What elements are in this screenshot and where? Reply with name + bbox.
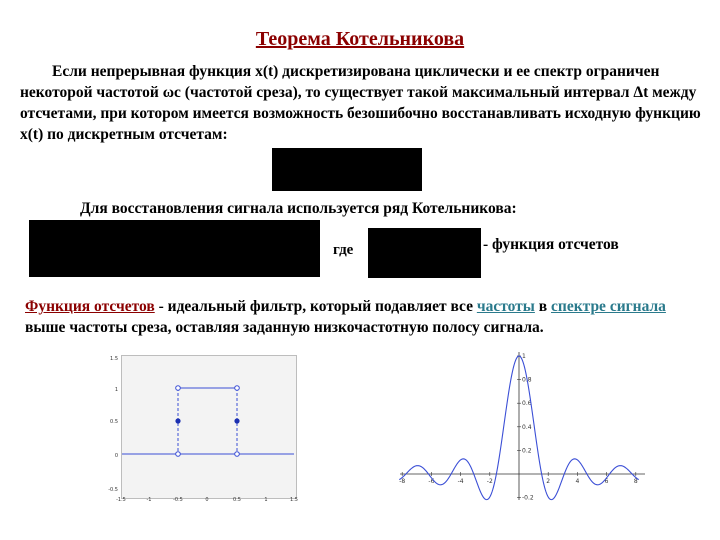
right-xtick: -2	[486, 478, 493, 485]
def-text-1: - идеальный фильтр, который подавляет все	[154, 298, 477, 315]
left-xtick: 1.5	[290, 497, 298, 503]
right-ytick: 0.2	[522, 447, 532, 455]
spectrum-link[interactable]: спектре сигнала	[551, 298, 666, 315]
right-ytick: 0.8	[522, 376, 532, 384]
right-xtick: -4	[457, 478, 464, 485]
restore-sentence: Для восстановления сигнала используется ряд Котельникова:	[80, 200, 517, 217]
right-xtick: 4	[575, 478, 580, 485]
left-ytick: -0.5	[108, 487, 118, 493]
sampling-function-label: - функция отсчетов	[483, 236, 619, 253]
right-xtick: 2	[546, 478, 551, 485]
left-ytick: 0	[114, 453, 118, 459]
left-ytick: 1.5	[110, 356, 118, 362]
right-ytick: 1	[522, 353, 526, 360]
frequencies-link[interactable]: частоты	[476, 298, 535, 315]
left-xtick: 0.5	[233, 497, 241, 503]
left-xtick: 0	[205, 497, 209, 503]
left-xtick: -1.5	[116, 497, 126, 503]
open-point	[176, 386, 181, 391]
def-text-2: в	[534, 298, 552, 315]
left-xtick: -0.5	[173, 497, 183, 503]
left-ytick: 0.5	[110, 419, 118, 425]
left-xtick: -1	[146, 497, 152, 503]
right-xtick: 6	[604, 478, 609, 485]
right-xtick: -6	[428, 478, 435, 485]
right-xtick: 8	[633, 478, 638, 485]
page-title: Теорема Котельникова	[255, 28, 465, 50]
right-ytick: -0.2	[522, 494, 534, 502]
left-xtick: 1	[264, 497, 268, 503]
right-ytick: 0.6	[522, 400, 532, 408]
intro-paragraph: Если непрерывная функция x(t) дискретизирована циклически и ее спектр ограничен некоторой частотой ωc (частотой среза), то существует такой максимальный интервал Δt между отсчетами, при котором имеется возможность безошибочно восстанавливать исходную функцию x(t) по дискретным отсчетам:	[20, 63, 701, 143]
left-ytick: 1	[114, 387, 118, 393]
right-xtick: -8	[399, 478, 406, 485]
open-point	[235, 386, 240, 391]
term-link[interactable]: Функция отсчетов	[25, 298, 155, 315]
def-text-3: выше частоты среза, оставляя заданную низкочастотную полосу сигнала.	[25, 319, 544, 336]
right-ytick: 0.4	[522, 423, 532, 431]
where-label: где	[333, 242, 354, 258]
filled-point	[234, 418, 239, 423]
open-point	[176, 452, 181, 457]
filled-point	[175, 418, 180, 423]
open-point	[235, 452, 240, 457]
